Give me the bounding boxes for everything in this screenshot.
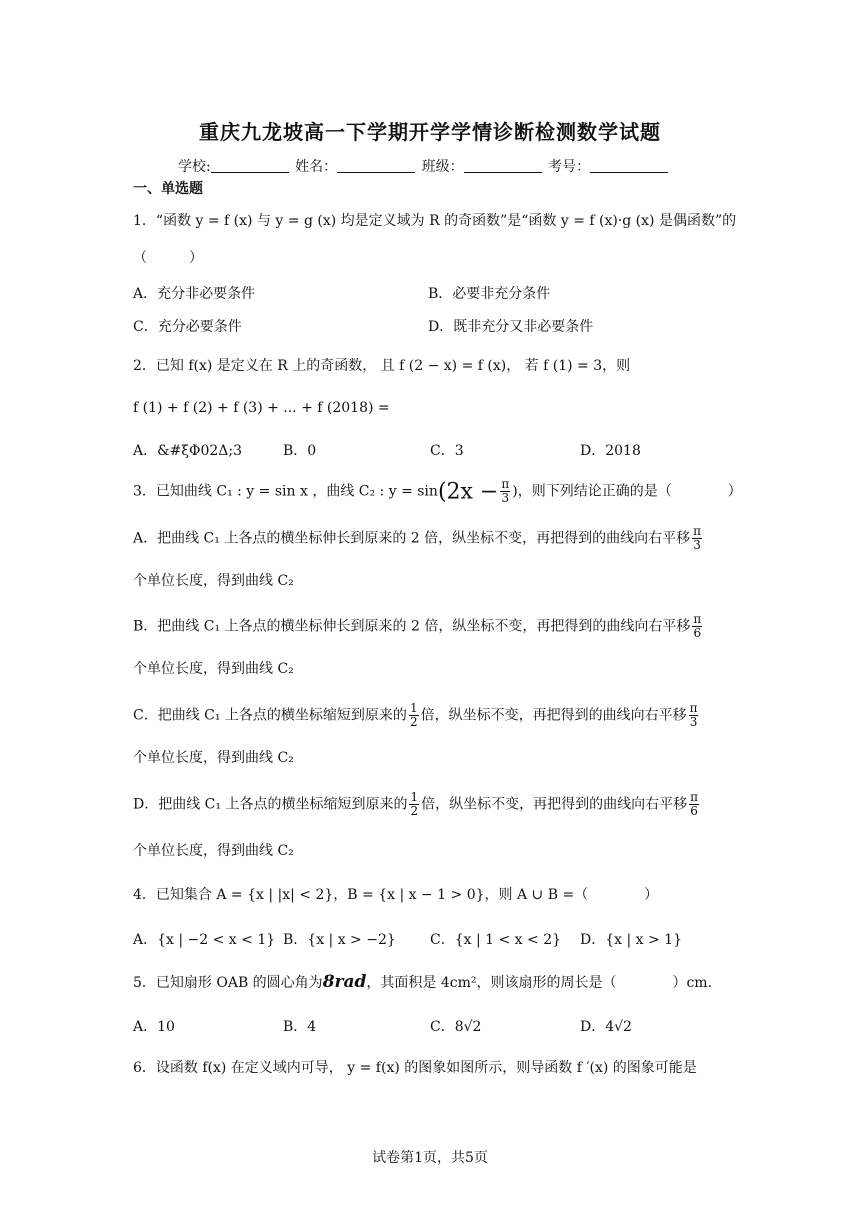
question-3-option-a: A．把曲线 C₁ 上各点的横坐标伸长到原来的 2 倍，纵坐标不变，再把得到的曲线向右平移 $\frac{\pi}{3}$	[133, 524, 702, 552]
question-1-option-a: A．充分非必要条件	[133, 286, 256, 302]
question-1-option-c: C．充分必要条件	[133, 319, 242, 335]
school-blank	[211, 158, 289, 173]
question-3-stem	[133, 478, 742, 505]
question-5-option-a: A．10	[133, 1019, 175, 1035]
question-4-option-c: C．{x | 1 < x < 2}	[430, 932, 562, 948]
section-heading: 一、单选题	[133, 181, 203, 197]
page-footer: 试卷第1页，共5页	[372, 1150, 488, 1166]
name-label: 姓名：	[295, 159, 338, 175]
question-2-option-d: D．2018	[580, 443, 641, 459]
class-blank	[464, 158, 542, 173]
question-3-paren-expr: (2x −	[437, 479, 499, 505]
question-3-stem-text: 3．已知曲线 C₁ : y = sin x ，曲线 C₂ : y = sin	[133, 483, 438, 500]
question-4-option-a: A．{x | −2 < x < 1}	[133, 932, 276, 948]
question-3-option-c: C．把曲线 C₁ 上各点的横坐标缩短到原来的 $\frac{1}{2}$ 倍，纵坐标不变，再把得到的曲线向右平移 $\frac{\pi}{3}$	[133, 701, 698, 729]
question-4-option-d: D．{x | x > 1}	[580, 932, 682, 948]
student-info-line	[178, 156, 670, 176]
question-2-option-c: C．3	[430, 443, 464, 459]
question-5-option-b: B．4	[283, 1019, 317, 1035]
question-1-option-d: D．既非充分又非必要条件	[428, 319, 594, 335]
question-2-stem: 2．已知 f(x) 是定义在 R 上的奇函数， 且 f (2 − x) = f (x)， 若 f (1) = 3，则	[133, 358, 631, 374]
question-3-option-c-cont: 个单位长度，得到曲线 C₂	[133, 750, 294, 766]
exam-number-blank	[590, 158, 668, 173]
question-3-option-d-cont: 个单位长度，得到曲线 C₂	[133, 843, 294, 859]
question-2-option-b: B．0	[283, 443, 317, 459]
name-blank	[337, 158, 415, 173]
option-d-fraction: $\frac{\pi}{6}$	[690, 790, 698, 818]
question-3-option-b: B．把曲线 C₁ 上各点的横坐标伸长到原来的 2 倍，纵坐标不变，再把得到的曲线向右平移 $\frac{\pi}{6}$	[133, 612, 702, 640]
question-3-stem-end: )，则下列结论正确的是（ ）	[512, 483, 742, 500]
class-label: 班级：	[421, 159, 464, 175]
option-a-fraction: $\frac{\pi}{3}$	[693, 524, 702, 552]
question-1-paren: （ ）	[133, 250, 203, 266]
question-3-option-b-cont: 个单位长度，得到曲线 C₂	[133, 661, 294, 677]
question-4-option-b: B．{x | x > −2}	[283, 932, 396, 948]
question-2-option-a: A．&#ξΦ02Δ;3	[133, 443, 243, 459]
page-title: 重庆九龙坡高一下学期开学学情诊断检测数学试题	[199, 120, 661, 144]
question-5-option-c: C．8√2	[430, 1019, 482, 1035]
question-3-option-d: D．把曲线 C₁ 上各点的横坐标缩短到原来的 $\frac{1}{2}$ 倍，纵坐标不变，再把得到的曲线向右平移 $\frac{\pi}{6}$	[133, 790, 698, 818]
question-2-sum: f (1) + f (2) + f (3) + ... + f (2018) =	[133, 400, 390, 416]
school-label: 学校:	[178, 159, 211, 175]
question-6-stem: 6．设函数 f(x) 在定义域内可导， y = f(x) 的图象如图所示，则导函数 f ′(x) 的图象可能是	[133, 1060, 697, 1076]
question-3-option-a-cont: 个单位长度，得到曲线 C₂	[133, 573, 294, 589]
option-c-fraction: $\frac{\pi}{3}$	[689, 701, 698, 729]
question-3-fraction: $\frac{\pi}{3}$	[501, 477, 510, 505]
option-d-half-fraction: $\frac{1}{2}$	[410, 790, 419, 818]
option-c-half-fraction: $\frac{1}{2}$	[409, 701, 418, 729]
option-b-fraction: $\frac{\pi}{6}$	[693, 612, 702, 640]
question-1-stem: 1．“函数 y = f (x) 与 y = g (x) 均是定义域为 R 的奇函数”是“函数 y = f (x)·g (x) 是偶函数”的	[133, 213, 737, 229]
question-4-stem: 4．已知集合 A = {x | |x| < 2}，B = {x | x − 1 > 0}，则 A ∪ B =（ ）	[133, 887, 659, 903]
question-5-stem: 5．已知扇形 OAB 的圆心角为8rad，其面积是 4cm²，则该扇形的周长是（ ）cm.	[133, 972, 713, 992]
question-5-option-d: D．4√2	[580, 1019, 632, 1035]
angle-value: 8rad	[322, 972, 367, 992]
question-1-option-b: B．必要非充分条件	[428, 286, 551, 302]
exam-number-label: 考号：	[548, 159, 591, 175]
